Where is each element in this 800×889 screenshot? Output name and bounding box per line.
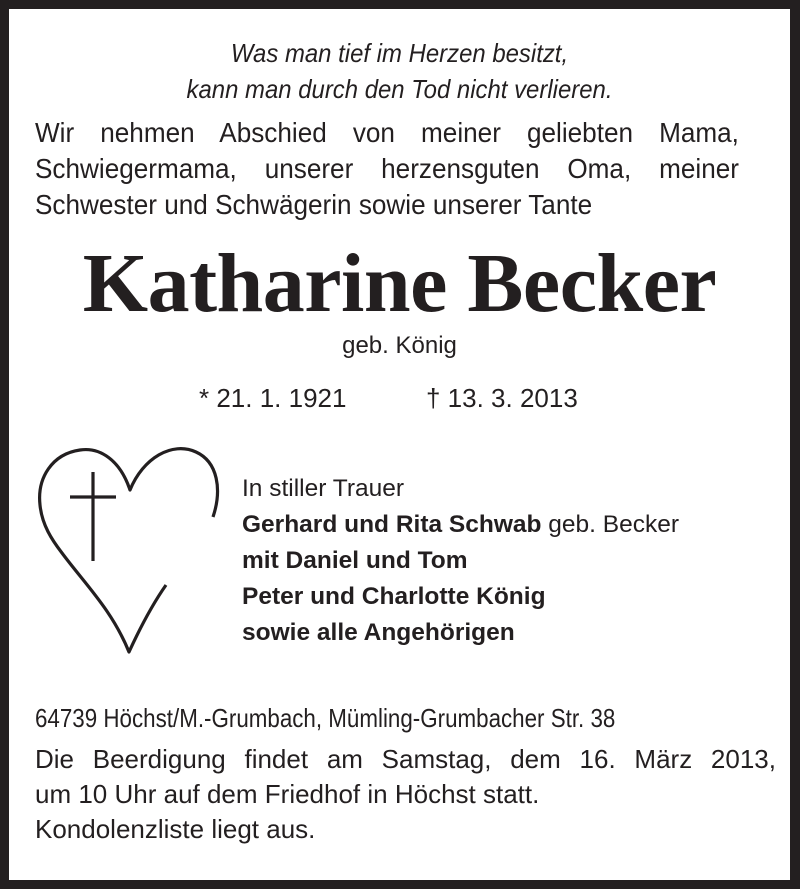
intro-line-3: Schwester und Schwägerin sowie unserer Tante (35, 189, 593, 220)
quote-line-2: kann man durch den Tod nicht verlieren. (186, 74, 613, 104)
funeral-details (35, 742, 776, 847)
maiden-name: geb. König (342, 332, 457, 359)
mourner-names-1: Gerhard und Rita Schwab (242, 511, 542, 538)
mourner-line-4: sowie alle Angehörigen (242, 619, 515, 646)
mourners-block (242, 471, 679, 651)
mourners-heading: In stiller Trauer (242, 475, 405, 502)
deceased-name: Katharine Becker (82, 237, 717, 330)
intro-line-1: Wir nehmen Abschied von meiner geliebten Mama, (35, 117, 739, 148)
mourner-line-1 (242, 507, 679, 543)
condolence-note: Kondolenzliste liegt aus. (35, 814, 316, 844)
quote-line-1: Was man tief im Herzen besitzt, (230, 38, 569, 68)
death-date: † 13. 3. 2013 (426, 383, 578, 413)
heart-outline (40, 449, 218, 652)
obituary-notice (9, 9, 790, 880)
mourner-nee: geb. Becker (541, 511, 680, 538)
intro-line-2: Schwiegermama, unserer herzensguten Oma, meiner (35, 153, 739, 184)
birth-date: * 21. 1. 1921 (199, 383, 347, 413)
funeral-line-1: Die Beerdigung findet am Samstag, dem 16. März 2013, (35, 744, 776, 774)
funeral-line-2: um 10 Uhr auf dem Friedhof in Höchst statt. (35, 779, 540, 809)
mourner-line-3: Peter und Charlotte König (242, 583, 546, 610)
mourner-line-2: mit Daniel und Tom (242, 547, 468, 574)
address: 64739 Höchst/M.-Grumbach, Mümling-Grumbacher Str. 38 (35, 703, 616, 733)
